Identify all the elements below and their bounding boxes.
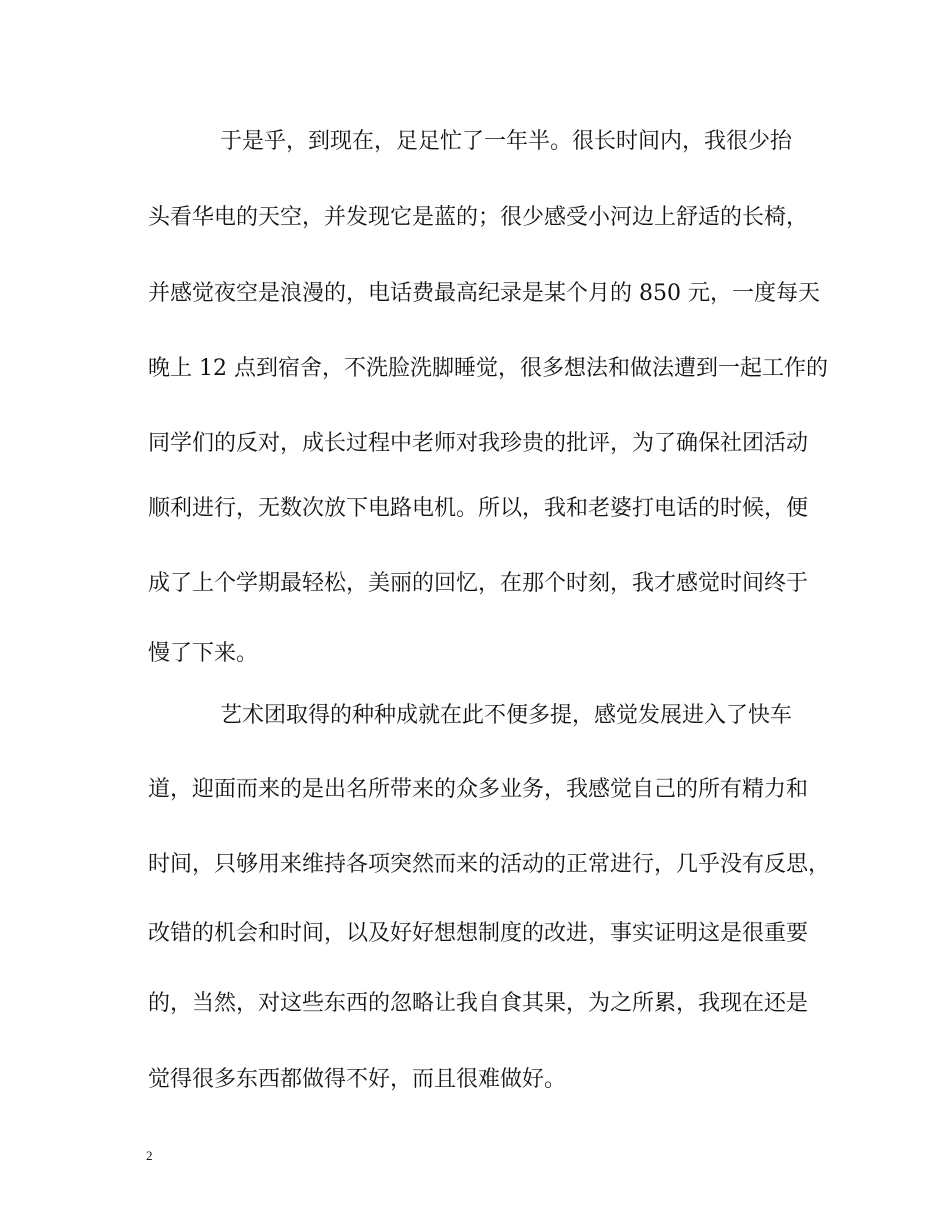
text-line: 同学们的反对，成长过程中老师对我珍贵的批评，为了确保社团活动: [148, 431, 809, 456]
text-line: 晚上 12 点到宿舍，不洗脸洗脚睡觉，很多想法和做法遭到一起工作的: [148, 356, 828, 381]
text-line: 的，当然，对这些东西的忽略让我自食其果，为之所累，我现在还是: [148, 991, 809, 1016]
text-line: 并感觉夜空是浪漫的，电话费最高纪录是某个月的 850 元，一度每天: [148, 281, 820, 306]
text-line: 道，迎面而来的是出名所带来的众多业务，我感觉自己的所有精力和: [148, 777, 809, 802]
text-line: 慢了下来。: [148, 641, 259, 666]
text-line: 头看华电的天空，并发现它是蓝的；很少感受小河边上舒适的长椅，: [148, 205, 809, 230]
text-line: 艺术团取得的种种成就在此不便多提，感觉发展进入了快车: [220, 703, 793, 728]
text-line: 觉得很多东西都做得不好，而且很难做好。: [148, 1067, 567, 1092]
text-line: 改错的机会和时间，以及好好想想制度的改进，事实证明这是很重要: [148, 921, 809, 946]
page-number: 2: [146, 1148, 153, 1163]
text-line: 顺利进行，无数次放下电路电机。所以，我和老婆打电话的时候，便: [148, 496, 809, 521]
text-line: 于是乎，到现在，足足忙了一年半。很长时间内，我很少抬: [220, 129, 793, 154]
text-line: 成了上个学期最轻松，美丽的回忆，在那个时刻，我才感觉时间终于: [148, 571, 809, 596]
text-line: 时间，只够用来维持各项突然而来的活动的正常进行，几乎没有反思，: [148, 852, 831, 877]
